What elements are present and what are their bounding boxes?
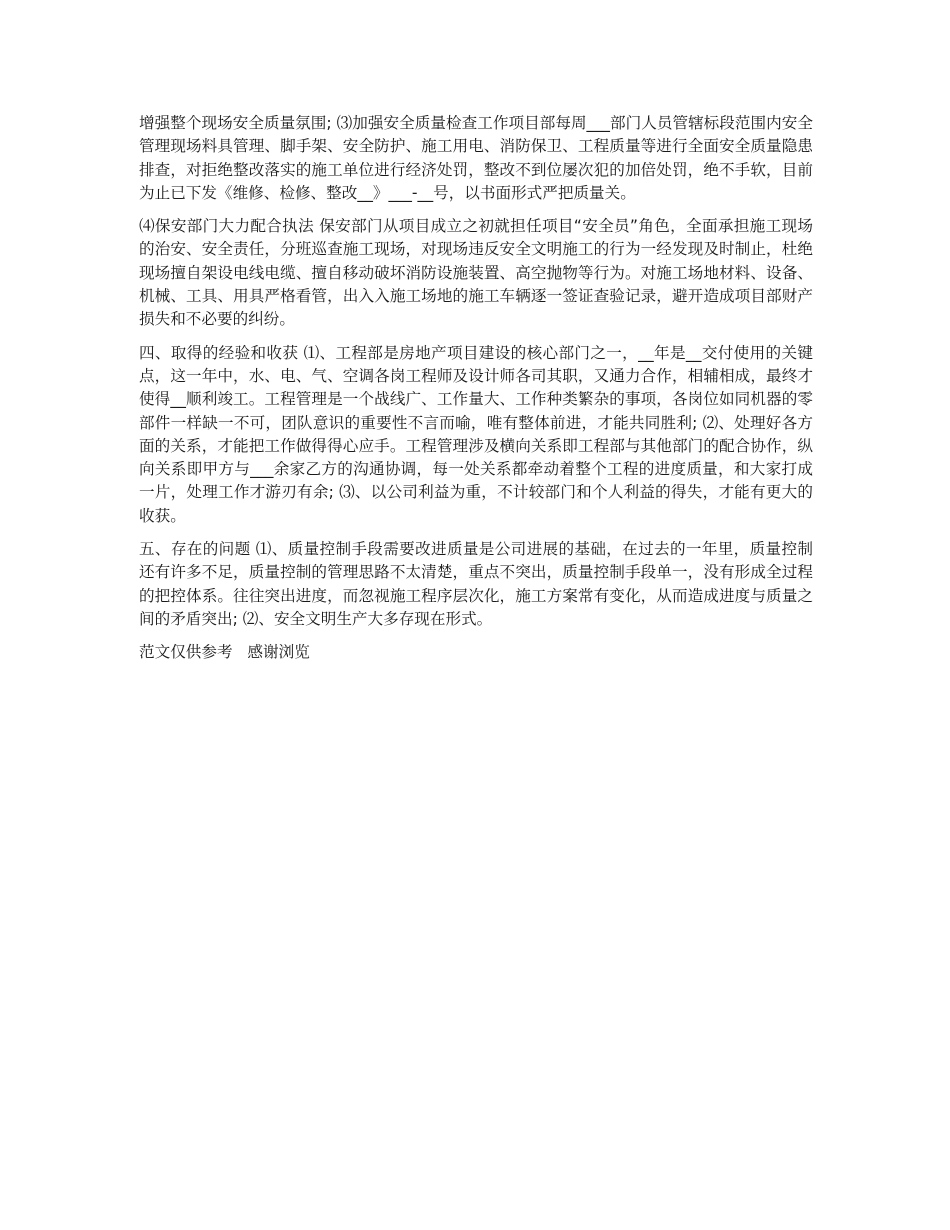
document-body <box>139 112 813 665</box>
paragraph-safety-inspection: 增强整个现场安全质量氛围; ⑶加强安全质量检查工作项目部每周___部门人员管辖标段范围内安全管理现场料具管理、脚手架、安全防护、施工用电、消防保卫、工程质量等进行全面安全质量隐患排查，对拒绝整改落实的施工单位进行经济处罚，整改不到位屡次犯的加倍处罚，绝不手软，目前为止已下发《维修、检修、整改__》___-__号，以书面形式严把质量关。 <box>139 114 813 202</box>
paragraph-security-department: ⑷保安部门大力配合执法 保安部门从项目成立之初就担任项目“安全员”角色，全面承担施工现场的治安、安全责任，分班巡查施工现场，对现场违反安全文明施工的行为一经发现及时制止，杜绝现场擅自架设电线电缆、擅自移动破坏消防设施装置、高空抛物等行为。对施工场地材料、设备、机械、工具、用具严格看管，出入入施工场地的施工车辆逐一签证查验记录，避开造成项目部财产损失和不必要的纠纷。 <box>139 217 813 329</box>
footer-note: 范文仅供参考 感谢浏览 <box>139 643 310 662</box>
paragraph-experience-gains: 四、取得的经验和收获 ⑴、工程部是房地产项目建设的核心部门之一，__年是__交付使用的关键点，这一年中，水、电、气、空调各岗工程师及设计师各司其职，又通力合作，相辅相成，最终才使得__顺利竣工。工程管理是一个战线广、工作量大、工作种类繁杂的事项，各岗位如同机器的零部件一样缺一不可，团队意识的重要性不言而喻，唯有整体前进，才能共同胜利; ⑵、处理好各方面的关系，才能把工作做得得心应手。工程管理涉及横向关系即工程部与其他部门的配合协作，纵向关系即甲方与___余家乙方的沟通协调，每一处关系都牵动着整个工程的进度质量，和大家打成一片，处理工作才游刃有余; ⑶、以公司利益为重，不计较部门和个人利益的得失，才能有更大的收获。 <box>139 343 813 525</box>
paragraph-existing-problems: 五、存在的问题 ⑴、质量控制手段需要改进质量是公司进展的基础，在过去的一年里，质量控制还有许多不足，质量控制的管理思路不太清楚，重点不突出，质量控制手段单一，没有形成全过程的把控体系。往往突出进度，而忽视施工程序层次化，施工方案常有变化，从而造成进度与质量之间的矛盾突出; ⑵、安全文明生产大多存现在形式。 <box>139 540 813 628</box>
